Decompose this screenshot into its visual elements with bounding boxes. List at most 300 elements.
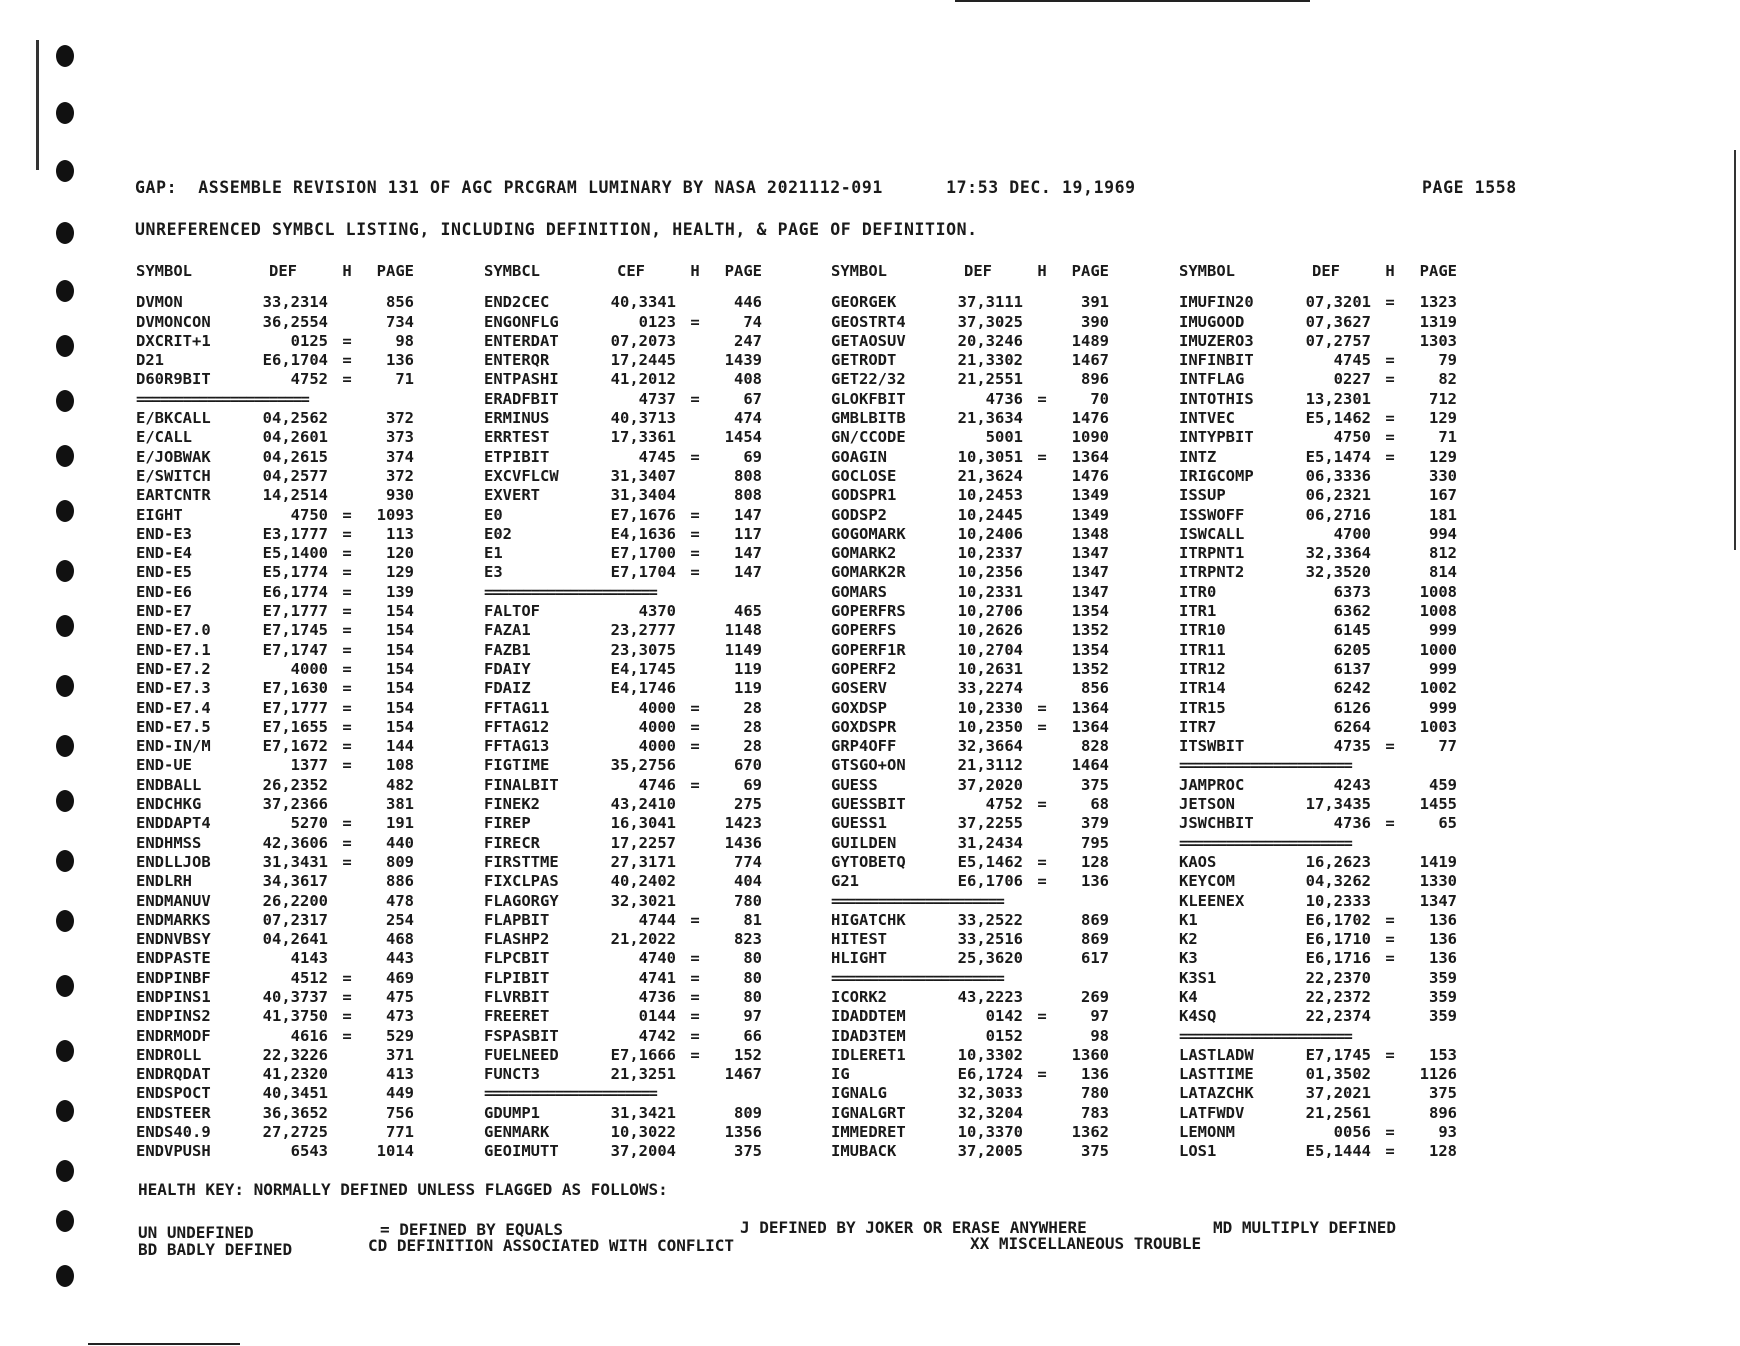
cell-h: = — [690, 563, 700, 582]
symbol-row — [484, 525, 784, 544]
symbol-row — [831, 467, 1131, 486]
cell-page: 1476 — [1071, 466, 1109, 485]
cell-def: 16,3041 — [610, 814, 676, 833]
cell-symbol: END-UE — [136, 756, 192, 775]
cell-def: 07,2757 — [1305, 331, 1371, 350]
cell-symbol: GEOIMUTT — [484, 1142, 559, 1161]
symbol-row — [136, 795, 436, 814]
separator-rule: ====================== — [1179, 833, 1352, 852]
cell-def: E6,1724 — [957, 1065, 1023, 1084]
cell-symbol: HITEST — [831, 930, 887, 949]
left-binding-mark — [36, 40, 39, 170]
cell-def: 37,3111 — [957, 293, 1023, 312]
header-def: DEF — [964, 262, 992, 280]
cell-symbol: IDADDTEM — [831, 1007, 906, 1026]
cell-def: 4745 — [1333, 351, 1371, 370]
cell-page: 1347 — [1071, 544, 1109, 563]
cell-symbol: ICORK2 — [831, 987, 887, 1006]
symbol-row — [136, 467, 436, 486]
cell-def: 07,2073 — [610, 331, 676, 350]
symbol-row — [136, 602, 436, 621]
symbol-row — [831, 544, 1131, 563]
cell-h: = — [342, 1026, 352, 1045]
cell-def: 26,2200 — [262, 891, 328, 910]
cell-def: 17,3435 — [1305, 795, 1371, 814]
cell-def: E6,1774 — [262, 582, 328, 601]
cell-symbol: END-E7.3 — [136, 679, 211, 698]
symbol-row — [1179, 1104, 1479, 1123]
cell-page: 113 — [386, 524, 414, 543]
cell-h: = — [1037, 872, 1047, 891]
cell-def: E7,1672 — [262, 737, 328, 756]
symbol-row — [1179, 679, 1479, 698]
symbol-column-3 — [831, 262, 1131, 1162]
separator-rule: ====================== — [484, 1084, 657, 1103]
cell-symbol: GODSPR1 — [831, 486, 897, 505]
cell-page: 999 — [1429, 621, 1457, 640]
cell-page: 1323 — [1419, 293, 1457, 312]
symbol-row — [1179, 563, 1479, 582]
cell-def: 0152 — [985, 1026, 1023, 1045]
header-page: PAGE — [724, 262, 762, 280]
cell-h: = — [1385, 351, 1395, 370]
symbol-row — [831, 428, 1131, 447]
cell-page: 1348 — [1071, 524, 1109, 543]
cell-def: 32,3033 — [957, 1084, 1023, 1103]
symbol-row — [484, 853, 784, 872]
symbol-row — [136, 911, 436, 930]
cell-page: 154 — [386, 640, 414, 659]
cell-page: 147 — [734, 563, 762, 582]
symbol-row — [1179, 351, 1479, 370]
cell-page: 330 — [1429, 466, 1457, 485]
cell-def: 10,2453 — [957, 486, 1023, 505]
cell-def: 07,3201 — [1305, 293, 1371, 312]
cell-def: 31,3404 — [610, 486, 676, 505]
cell-page: 408 — [734, 370, 762, 389]
cell-h: = — [342, 370, 352, 389]
cell-page: 1008 — [1419, 582, 1457, 601]
cell-def: 21,2561 — [1305, 1103, 1371, 1122]
cell-page: 1090 — [1071, 428, 1109, 447]
cell-symbol: ENTERQR — [484, 351, 550, 370]
symbol-row — [136, 544, 436, 563]
cell-page: 97 — [743, 1007, 762, 1026]
symbol-row — [831, 390, 1131, 409]
cell-page: 756 — [386, 1103, 414, 1122]
cell-symbol: K1 — [1179, 910, 1198, 929]
symbol-row — [484, 988, 784, 1007]
cell-page: 28 — [743, 717, 762, 736]
symbol-row — [136, 853, 436, 872]
cell-def: 42,3606 — [262, 833, 328, 852]
symbol-row — [831, 660, 1131, 679]
cell-page: 1149 — [724, 640, 762, 659]
cell-def: E5,1444 — [1305, 1142, 1371, 1161]
cell-symbol: EXVERT — [484, 486, 540, 505]
cell-def: 13,2301 — [1305, 389, 1371, 408]
symbol-row — [484, 1104, 784, 1123]
symbol-row — [1179, 1046, 1479, 1065]
cell-def: 21,2551 — [957, 370, 1023, 389]
cell-page: 181 — [1429, 505, 1457, 524]
symbol-row — [136, 969, 436, 988]
cell-page: 869 — [1081, 930, 1109, 949]
cell-page: 413 — [386, 1065, 414, 1084]
legend-un: UN UNDEFINED — [138, 1223, 254, 1242]
cell-page: 359 — [1429, 987, 1457, 1006]
symbol-row — [831, 1084, 1131, 1103]
cell-page: 712 — [1429, 389, 1457, 408]
cell-def: 06,3336 — [1305, 466, 1371, 485]
cell-def: 31,3431 — [262, 852, 328, 871]
cell-page: 999 — [1429, 698, 1457, 717]
symbol-row — [1179, 1065, 1479, 1084]
cell-def: 0142 — [985, 1007, 1023, 1026]
cell-def: E7,1630 — [262, 679, 328, 698]
cell-page: 809 — [734, 1103, 762, 1122]
cell-h: = — [690, 1026, 700, 1045]
cell-page: 774 — [734, 852, 762, 871]
cell-def: 26,2352 — [262, 775, 328, 794]
cell-page: 93 — [1438, 1123, 1457, 1142]
cell-page: 147 — [734, 505, 762, 524]
symbol-row — [484, 911, 784, 930]
cell-symbol: ITR10 — [1179, 621, 1226, 640]
symbol-row — [1179, 892, 1479, 911]
legend-xx: XX MISCELLANEOUS TROUBLE — [970, 1234, 1202, 1253]
symbol-row — [1179, 930, 1479, 949]
cell-def: 4243 — [1333, 775, 1371, 794]
cell-page: 81 — [743, 910, 762, 929]
cell-symbol: ENTPASHI — [484, 370, 559, 389]
cell-symbol: ENDSTEER — [136, 1103, 211, 1122]
cell-page: 254 — [386, 910, 414, 929]
cell-def: 37,2366 — [262, 795, 328, 814]
cell-page: 896 — [1081, 370, 1109, 389]
symbol-row — [136, 814, 436, 833]
cell-page: 147 — [734, 544, 762, 563]
cell-symbol: FIRSTTME — [484, 852, 559, 871]
symbol-row — [136, 370, 436, 389]
symbol-row — [831, 834, 1131, 853]
cell-symbol: FDAIZ — [484, 679, 531, 698]
cell-def: 31,3421 — [610, 1103, 676, 1122]
symbol-row — [136, 332, 436, 351]
cell-symbol: E/BKCALL — [136, 409, 211, 428]
cell-h: = — [1037, 698, 1047, 717]
symbol-row — [1179, 641, 1479, 660]
symbol-row — [831, 332, 1131, 351]
cell-def: 35,2756 — [610, 756, 676, 775]
cell-def: E6,1716 — [1305, 949, 1371, 968]
cell-symbol: END-E7.5 — [136, 717, 211, 736]
symbol-row — [831, 1104, 1131, 1123]
symbol-row — [1179, 390, 1479, 409]
punch-hole — [56, 1100, 74, 1122]
punch-hole — [56, 560, 74, 582]
cell-symbol: INTFLAG — [1179, 370, 1245, 389]
cell-page: 1423 — [724, 814, 762, 833]
cell-page: 1356 — [724, 1123, 762, 1142]
cell-page: 446 — [734, 293, 762, 312]
cell-page: 379 — [1081, 814, 1109, 833]
cell-def: 0144 — [638, 1007, 676, 1026]
symbol-row — [136, 1142, 436, 1161]
symbol-row — [484, 814, 784, 833]
cell-symbol: HIGATCHK — [831, 910, 906, 929]
cell-symbol: FIREP — [484, 814, 531, 833]
symbol-row — [1179, 814, 1479, 833]
cell-def: E7,1676 — [610, 505, 676, 524]
symbol-row — [1179, 525, 1479, 544]
cell-page: 1126 — [1419, 1065, 1457, 1084]
cell-def: 0056 — [1333, 1123, 1371, 1142]
cell-symbol: LASTTIME — [1179, 1065, 1254, 1084]
cell-h: = — [690, 987, 700, 1006]
punch-hole — [56, 910, 74, 932]
cell-def: E5,1774 — [262, 563, 328, 582]
cell-h: = — [690, 389, 700, 408]
cell-def: E4,1636 — [610, 524, 676, 543]
symbol-row — [136, 872, 436, 891]
cell-page: 153 — [1429, 1045, 1457, 1064]
cell-page: 449 — [386, 1084, 414, 1103]
symbol-row — [831, 583, 1131, 602]
cell-page: 98 — [395, 331, 414, 350]
symbol-row — [1179, 660, 1479, 679]
symbol-row — [1179, 313, 1479, 332]
cell-h: = — [690, 717, 700, 736]
header-symbol: SYMBOL — [1179, 262, 1235, 280]
cell-symbol: ISSUP — [1179, 486, 1226, 505]
legend-bd: BD BADLY DEFINED — [138, 1240, 293, 1259]
cell-def: E3,1777 — [262, 524, 328, 543]
cell-symbol: E/CALL — [136, 428, 192, 447]
cell-symbol: ENDDAPT4 — [136, 814, 211, 833]
cell-page: 71 — [1438, 428, 1457, 447]
symbol-row — [484, 293, 784, 312]
cell-def: 36,3652 — [262, 1103, 328, 1122]
cell-page: 1347 — [1071, 563, 1109, 582]
separator-rule: ====================== — [1179, 1026, 1352, 1045]
cell-symbol: ITSWBIT — [1179, 737, 1245, 756]
cell-page: 28 — [743, 698, 762, 717]
cell-page: 1454 — [724, 428, 762, 447]
cell-def: 36,2554 — [262, 312, 328, 331]
symbol-row — [484, 949, 784, 968]
cell-page: 469 — [386, 968, 414, 987]
cell-def: 6264 — [1333, 717, 1371, 736]
cell-def: 10,2350 — [957, 717, 1023, 736]
symbol-row — [1179, 583, 1479, 602]
cell-h: = — [1385, 370, 1395, 389]
cell-def: 21,2022 — [610, 930, 676, 949]
cell-symbol: GTSGO+ON — [831, 756, 906, 775]
cell-def: 4744 — [638, 910, 676, 929]
cell-symbol: KEYCOM — [1179, 872, 1235, 891]
symbol-row — [484, 737, 784, 756]
cell-h: = — [342, 968, 352, 987]
cell-page: 1467 — [724, 1065, 762, 1084]
cell-def: 10,3051 — [957, 447, 1023, 466]
symbol-row — [136, 679, 436, 698]
cell-symbol: E1 — [484, 544, 503, 563]
symbol-row — [484, 544, 784, 563]
symbol-row — [831, 641, 1131, 660]
cell-page: 70 — [1090, 389, 1109, 408]
symbol-row — [484, 506, 784, 525]
cell-def: E5,1462 — [957, 852, 1023, 871]
cell-symbol: GN/CCODE — [831, 428, 906, 447]
legend-md: MD MULTIPLY DEFINED — [1213, 1218, 1397, 1237]
cell-page: 828 — [1081, 737, 1109, 756]
cell-symbol: FAZB1 — [484, 640, 531, 659]
cell-page: 119 — [734, 659, 762, 678]
cell-def: E5,1462 — [1305, 409, 1371, 428]
symbol-row — [831, 930, 1131, 949]
cell-page: 359 — [1429, 968, 1457, 987]
cell-def: 4700 — [1333, 524, 1371, 543]
cell-def: 4735 — [1333, 737, 1371, 756]
cell-h: = — [1385, 293, 1395, 312]
cell-symbol: GYTOBETQ — [831, 852, 906, 871]
symbol-row — [1179, 293, 1479, 312]
cell-page: 1364 — [1071, 447, 1109, 466]
cell-page: 780 — [1081, 1084, 1109, 1103]
symbol-row — [831, 1123, 1131, 1142]
symbol-row — [136, 1007, 436, 1026]
cell-def: 10,2406 — [957, 524, 1023, 543]
cell-def: 27,3171 — [610, 852, 676, 871]
punch-hole — [56, 1210, 74, 1232]
cell-def: 37,2005 — [957, 1142, 1023, 1161]
symbol-row — [1179, 409, 1479, 428]
cell-def: 10,2706 — [957, 602, 1023, 621]
cell-symbol: INTYPBIT — [1179, 428, 1254, 447]
symbol-row — [1179, 969, 1479, 988]
cell-def: 32,3021 — [610, 891, 676, 910]
cell-symbol: GOXDSP — [831, 698, 887, 717]
cell-page: 120 — [386, 544, 414, 563]
cell-symbol: ENDROLL — [136, 1045, 202, 1064]
cell-def: 22,2370 — [1305, 968, 1371, 987]
cell-symbol: END-E7.0 — [136, 621, 211, 640]
cell-symbol: END-E6 — [136, 582, 192, 601]
symbol-row — [831, 718, 1131, 737]
cell-symbol: GOPERF2 — [831, 659, 897, 678]
cell-def: 32,3520 — [1305, 563, 1371, 582]
symbol-row — [484, 718, 784, 737]
cell-h: = — [690, 544, 700, 563]
cell-symbol: ITR11 — [1179, 640, 1226, 659]
symbol-row — [831, 988, 1131, 1007]
cell-page: 74 — [743, 312, 762, 331]
cell-page: 478 — [386, 891, 414, 910]
cell-page: 247 — [734, 331, 762, 350]
cell-symbol: END-E5 — [136, 563, 192, 582]
cell-symbol: END-E7.1 — [136, 640, 211, 659]
separator-rule: ====================== — [831, 968, 1004, 987]
cell-symbol: FSPASBIT — [484, 1026, 559, 1045]
cell-page: 814 — [1429, 563, 1457, 582]
cell-symbol: ENDSPOCT — [136, 1084, 211, 1103]
cell-def: 10,2631 — [957, 659, 1023, 678]
cell-page: 1347 — [1071, 582, 1109, 601]
cell-symbol: IGNALGRT — [831, 1103, 906, 1122]
cell-symbol: FUNCT3 — [484, 1065, 540, 1084]
cell-def: 0123 — [638, 312, 676, 331]
header-h: H — [690, 262, 700, 280]
cell-symbol: END-E7.4 — [136, 698, 211, 717]
symbol-row — [1179, 872, 1479, 891]
cell-symbol: ITR12 — [1179, 659, 1226, 678]
cell-page: 136 — [1429, 949, 1457, 968]
symbol-row — [136, 776, 436, 795]
cell-symbol: K3S1 — [1179, 968, 1217, 987]
cell-page: 812 — [1429, 544, 1457, 563]
punch-hole — [56, 675, 74, 697]
punch-hole — [56, 280, 74, 302]
cell-def: 43,2223 — [957, 987, 1023, 1006]
cell-def: 14,2514 — [262, 486, 328, 505]
symbol-row — [1179, 988, 1479, 1007]
symbol-row — [1179, 737, 1479, 756]
symbol-row — [831, 1007, 1131, 1026]
symbol-row — [484, 1142, 784, 1161]
cell-page: 65 — [1438, 814, 1457, 833]
header-page: PAGE — [376, 262, 414, 280]
page-header: GAP: ASSEMBLE REVISION 131 OF AGC PRCGRAM LUMINARY BY NASA 2021112-091 17:53 DEC. 19,1969 — [135, 178, 1136, 197]
symbol-row — [136, 583, 436, 602]
punch-hole — [56, 45, 74, 67]
cell-def: 6137 — [1333, 659, 1371, 678]
header-page: PAGE — [1419, 262, 1457, 280]
punch-hole — [56, 1040, 74, 1062]
cell-def: 6373 — [1333, 582, 1371, 601]
cell-symbol: FIRECR — [484, 833, 540, 852]
cell-symbol: ENDS40.9 — [136, 1123, 211, 1142]
cell-page: 97 — [1090, 1007, 1109, 1026]
cell-symbol: GETRODT — [831, 351, 897, 370]
cell-page: 77 — [1438, 737, 1457, 756]
cell-def: 40,2402 — [610, 872, 676, 891]
cell-symbol: GUESS1 — [831, 814, 887, 833]
cell-page: 1000 — [1419, 640, 1457, 659]
symbol-row — [831, 737, 1131, 756]
cell-symbol: GOSERV — [831, 679, 887, 698]
cell-h: = — [1037, 717, 1047, 736]
cell-symbol: FFTAG11 — [484, 698, 550, 717]
cell-def: 10,2704 — [957, 640, 1023, 659]
header-h: H — [1037, 262, 1047, 280]
symbol-row — [484, 872, 784, 891]
symbol-row — [136, 486, 436, 505]
cell-symbol: ENTERDAT — [484, 331, 559, 350]
cell-page: 856 — [386, 293, 414, 312]
symbol-row — [1179, 1007, 1479, 1026]
symbol-row — [484, 621, 784, 640]
separator-rule: ====================== — [831, 891, 1004, 910]
cell-symbol: GEORGEK — [831, 293, 897, 312]
cell-h: = — [342, 814, 352, 833]
cell-symbol: K4SQ — [1179, 1007, 1217, 1026]
cell-page: 372 — [386, 409, 414, 428]
symbol-row — [484, 776, 784, 795]
cell-symbol: GDUMP1 — [484, 1103, 540, 1122]
cell-def: 40,3341 — [610, 293, 676, 312]
cell-def: E6,1706 — [957, 872, 1023, 891]
